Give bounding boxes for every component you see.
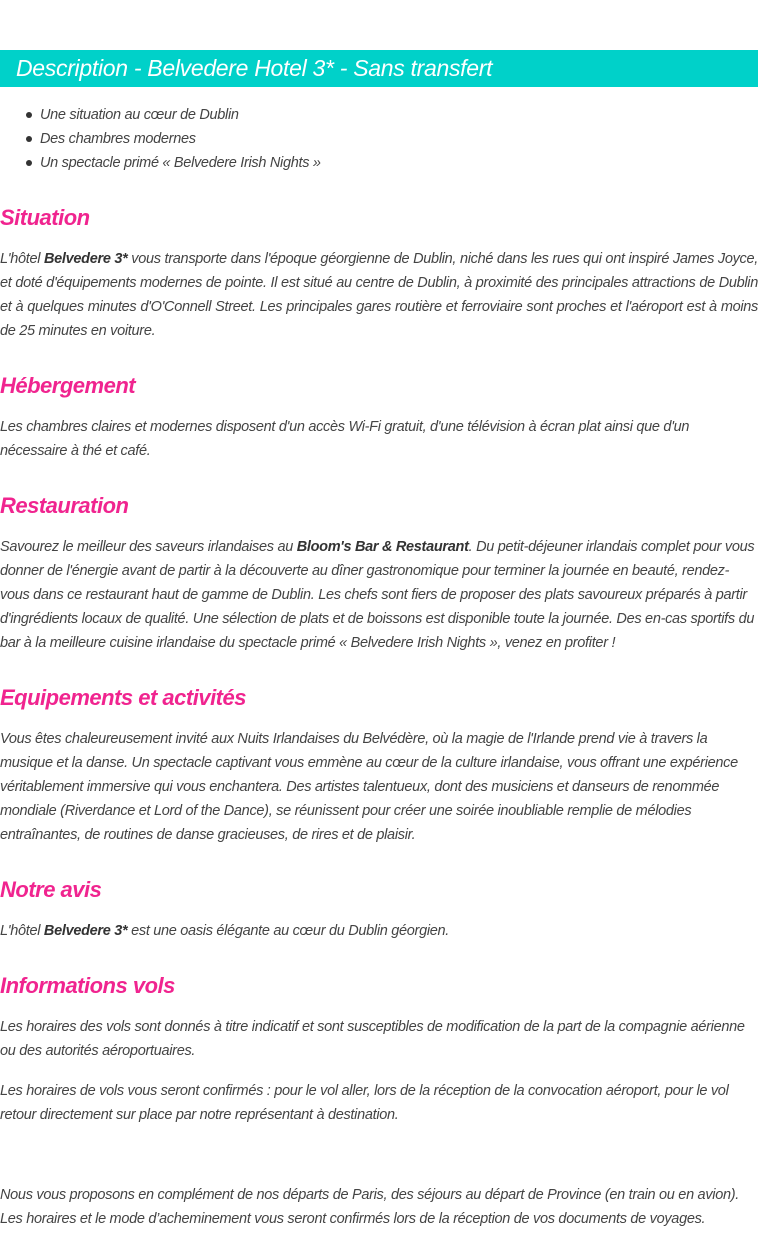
section-title-equipements: Equipements et activités [0, 685, 246, 710]
footer-note-line-1: Nous vous proposons en complément de nos départs de Paris, des séjours au départ de Province (en train ou en avion). [0, 1187, 739, 1203]
section-title-hebergement: Hébergement [0, 373, 136, 398]
hotel-name: Belvedere 3* [43, 251, 128, 267]
highlight-item [0, 151, 758, 175]
equipements-paragraph: Vous êtes chaleureusement invité aux Nuits Irlandaises du Belvédère, où la magie de l'Irlande prend vie à travers la musique et la danse. Un spectacle captivant vous emmène au cœur de la culture irlandaise, vous offrant une expérience véritablement immersive qui vous enchantera. Des artistes talentueux, dont des musiciens et danseurs de renommée mondiale (Riverdance et Lord of the Dance), se réunissent pour créer une soirée inoubliable remplie de mélodies entraînantes, de routines de danse gracieuses, de rires et de plaisir. [0, 731, 738, 843]
vols-paragraph-2: Les horaires de vols vous seront confirmés : pour le vol aller, lors de la réception de la convocation aéroport, pour le vol retour directement sur place par notre représentant à destination. [0, 1083, 729, 1123]
section-title-avis: Notre avis [0, 877, 102, 902]
situation-text-before: L'hôtel [0, 251, 44, 267]
section-title-restauration: Restauration [0, 493, 129, 518]
restauration-text-after: . Du petit-déjeuner irlandais complet pour vous donner de l'énergie avant de partir à la découverte au dîner gastronomique pour terminer la journée en beauté, rendez-vous dans ce restaurant haut de gamme de Dublin. Les chefs sont fiers de proposer des plats savoureux préparés à partir d'ingrédients locaux de qualité. Une sélection de plats et de boissons est disponible toute la journée. Des en-cas sportifs du bar à la meilleure cuisine irlandaise du spectacle primé « Belvedere Irish Nights », venez en profiter ! [0, 539, 755, 651]
highlight-text: Une situation au cœur de Dublin [40, 107, 239, 123]
restaurant-name: Bloom's Bar & Restaurant [296, 539, 469, 555]
highlight-item [0, 127, 758, 151]
footer-note-line-2: Les horaires et le mode d’acheminement vous seront confirmés lors de la réception de vos documents de voyages. [0, 1211, 706, 1227]
avis-text-before: L'hôtel [0, 923, 44, 939]
vols-paragraph-1: Les horaires des vols sont donnés à titre indicatif et sont susceptibles de modification de la part de la compagnie aérienne ou des autorités aéroportuaires. [0, 1019, 745, 1059]
highlight-text: Un spectacle primé « Belvedere Irish Nights » [40, 155, 321, 171]
avis-text-after: est une oasis élégante au cœur du Dublin géorgien. [127, 923, 450, 939]
restauration-text-before: Savourez le meilleur des saveurs irlandaises au [0, 539, 297, 555]
banner-title: Description - Belvedere Hotel 3* - Sans transfert [16, 55, 493, 81]
restauration-paragraph [0, 535, 758, 655]
avis-paragraph [0, 919, 758, 943]
situation-paragraph [0, 247, 758, 343]
section-title-vols: Informations vols [0, 973, 175, 998]
hotel-name: Belvedere 3* [43, 923, 128, 939]
highlight-item [0, 103, 758, 127]
description-banner [0, 50, 758, 87]
highlight-text: Des chambres modernes [40, 131, 196, 147]
highlights-list [0, 103, 758, 175]
section-title-situation: Situation [0, 205, 90, 230]
situation-text-after: vous transporte dans l'époque géorgienne de Dublin, niché dans les rues qui ont inspiré James Joyce, et doté d'équipements modernes de pointe. Il est situé au centre de Dublin, à proximité des principales attractions de Dublin et à quelques minutes d'O'Connell Street. Les principales gares routière et ferroviaire sont proches et l'aéroport est à moins de 25 minutes en voiture. [0, 251, 758, 339]
hebergement-paragraph: Les chambres claires et modernes disposent d'un accès Wi-Fi gratuit, d'une télévision à écran plat ainsi que d'un nécessaire à thé et café. [0, 419, 690, 459]
bullet-icon [26, 160, 32, 166]
bullet-icon [26, 112, 32, 118]
bullet-icon [26, 136, 32, 142]
